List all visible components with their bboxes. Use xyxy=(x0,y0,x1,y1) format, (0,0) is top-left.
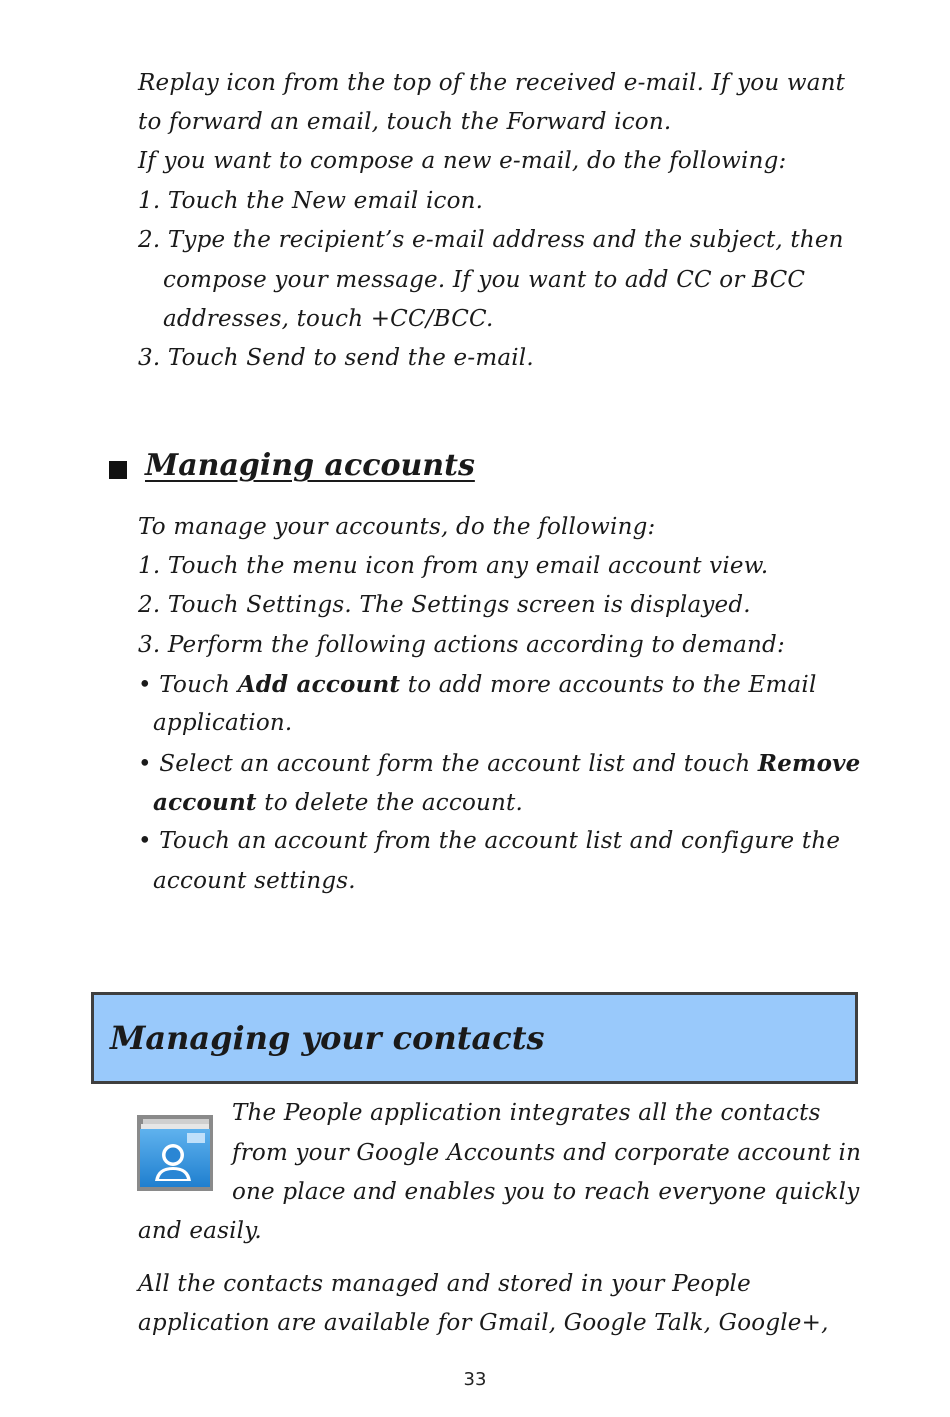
contacts-line-3: one place and enables you to reach everyone quickly xyxy=(232,1179,860,1205)
bullet-add-account-pre: • Touch xyxy=(138,672,238,698)
contacts-line-2: from your Google Accounts and corporate account in xyxy=(232,1140,862,1166)
account-term: account xyxy=(153,789,257,816)
contacts-section-title: Managing your contacts xyxy=(110,1019,545,1057)
bullet-add-account-post: to add more accounts to the Email xyxy=(400,672,817,698)
accounts-step-3: 3. Perform the following actions according to demand: xyxy=(138,632,785,658)
contacts-line-5: All the contacts managed and stored in your People xyxy=(138,1271,751,1297)
bullet-configure-account-cont: account settings. xyxy=(153,868,356,894)
accounts-intro: To manage your accounts, do the following: xyxy=(138,514,656,540)
bullet-remove-account-post: to delete the account. xyxy=(256,790,523,816)
bullet-remove-account-cont xyxy=(153,789,523,816)
intro-line-1: Replay icon from the top of the received e-mail. If you want xyxy=(138,70,846,96)
contacts-line-1: The People application integrates all the contacts xyxy=(232,1100,821,1126)
contacts-line-6: application are available for Gmail, Google Talk, Google+, xyxy=(138,1310,829,1336)
accounts-step-2: 2. Touch Settings. The Settings screen is displayed. xyxy=(138,592,751,618)
remove-term: Remove xyxy=(757,750,861,777)
heading-square-bullet xyxy=(109,461,127,479)
bullet-add-account-cont: application. xyxy=(153,710,293,736)
intro-step-1: 1. Touch the New email icon. xyxy=(138,188,484,214)
add-account-term: Add account xyxy=(237,671,401,698)
bullet-remove-account-pre: • Select an account form the account list and touch xyxy=(138,751,758,777)
contacts-line-4: and easily. xyxy=(138,1218,262,1244)
intro-step-2-cont-1: compose your message. If you want to add CC or BCC xyxy=(163,267,806,293)
managing-accounts-heading: Managing accounts xyxy=(145,448,475,483)
intro-step-2-cont-2: addresses, touch +CC/BCC. xyxy=(163,306,494,332)
bullet-configure-account: • Touch an account from the account list and configure the xyxy=(138,828,841,854)
page-number: 33 xyxy=(463,1369,487,1390)
accounts-step-1: 1. Touch the menu icon from any email account view. xyxy=(138,553,769,579)
intro-line-2: to forward an email, touch the Forward icon. xyxy=(138,109,672,135)
people-app-icon xyxy=(137,1115,213,1191)
intro-step-3: 3. Touch Send to send the e-mail. xyxy=(138,345,534,371)
intro-step-2: 2. Type the recipient’s e-mail address and the subject, then xyxy=(138,227,844,253)
bullet-add-account xyxy=(138,671,817,698)
intro-line-3: If you want to compose a new e-mail, do the following: xyxy=(138,148,787,174)
bullet-remove-account xyxy=(138,750,861,777)
contacts-section-banner xyxy=(91,992,858,1084)
